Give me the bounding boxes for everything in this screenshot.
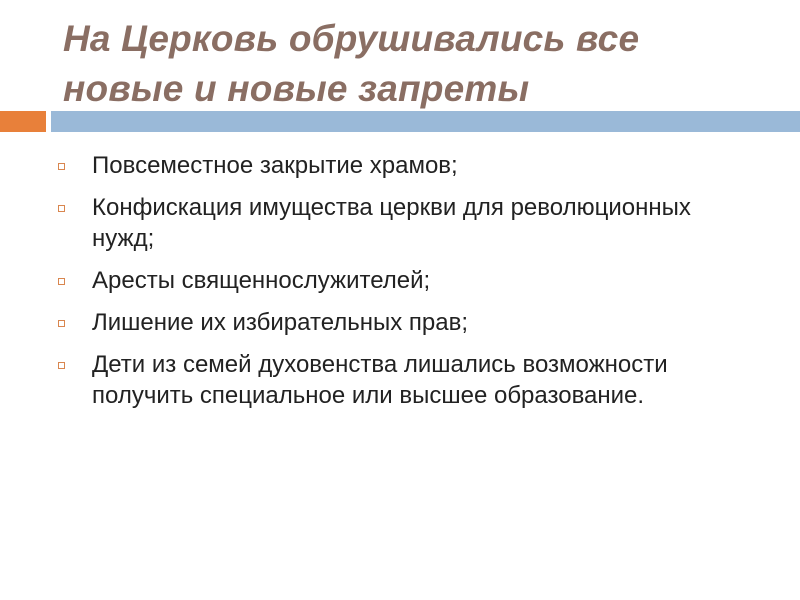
bullet-text: Аресты священнослужителей;: [92, 267, 431, 294]
slide-title: [63, 14, 763, 114]
bullet-item-closing-churches: [58, 150, 738, 181]
square-bullet-icon: [58, 320, 65, 327]
title-line-2: новые и новые запреты: [63, 68, 530, 109]
bullet-text: Повсеместное закрытие храмов;: [92, 152, 458, 179]
bullet-item-arrests: [58, 265, 738, 296]
bullet-item-voting-rights: [58, 307, 738, 338]
bullet-text: Дети из семей духовенства лишались возможности получить специальное или высшее образование.: [92, 351, 668, 409]
square-bullet-icon: [58, 205, 65, 212]
divider-accent-blue: [51, 111, 800, 132]
square-bullet-icon: [58, 278, 65, 285]
square-bullet-icon: [58, 163, 65, 170]
bullet-text: Конфискация имущества церкви для революционных нужд;: [92, 194, 691, 252]
bullet-list: [58, 150, 738, 422]
square-bullet-icon: [58, 362, 65, 369]
bullet-item-confiscation: [58, 192, 738, 254]
bullet-text: Лишение их избирательных прав;: [92, 309, 469, 336]
bullet-item-education: [58, 349, 738, 411]
divider-accent-orange: [0, 111, 46, 132]
title-line-1: На Церковь обрушивались все: [63, 18, 640, 59]
